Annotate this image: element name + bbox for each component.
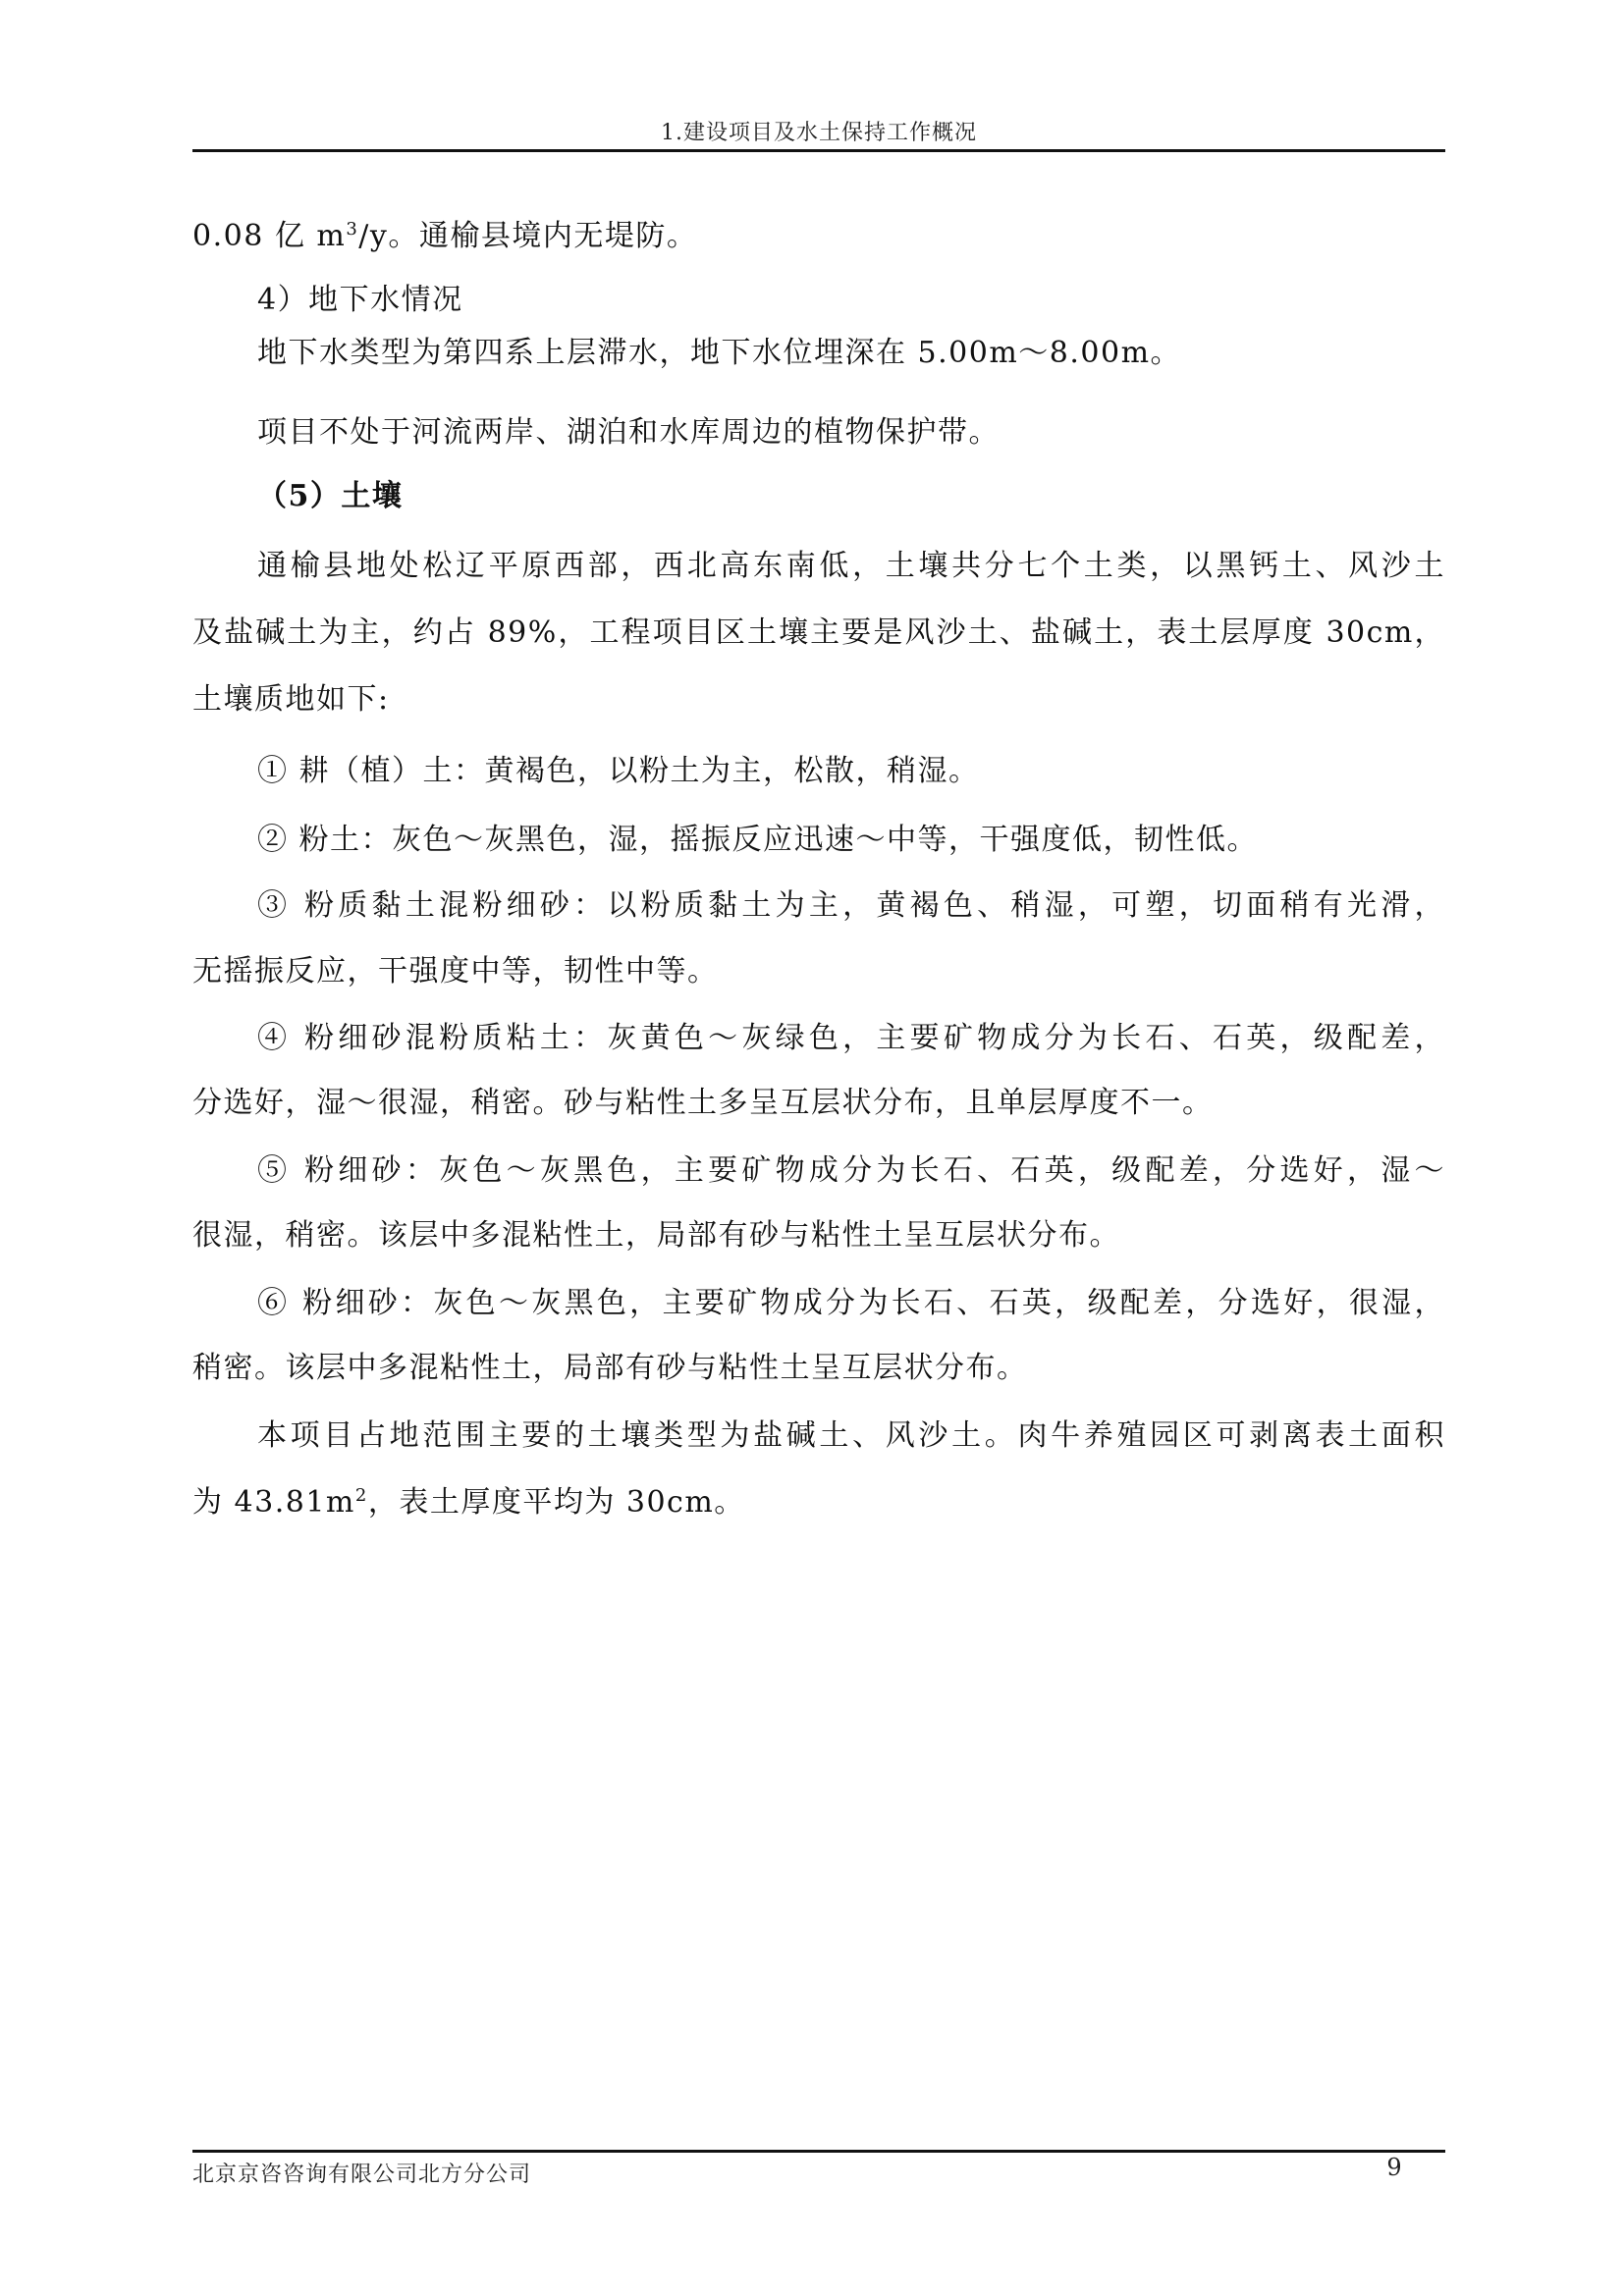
summary-line-2-pre: 为 43.81m — [192, 1485, 355, 1520]
footer-rule — [192, 2150, 1445, 2153]
soil-item-6-line: ⑥ 粉细砂：灰色～灰黑色，主要矿物成分为长石、石英，级配差，分选好，很湿， — [257, 1286, 1445, 1320]
flow-line-post: /y。通榆县境内无堤防。 — [358, 219, 698, 253]
footer-company: 北京京咨咨询有限公司北方分公司 — [192, 2163, 532, 2187]
flow-line — [192, 211, 1445, 254]
soil-paragraph-line: 通榆县地处松辽平原西部，西北高东南低，土壤共分七个土类，以黑钙土、风沙土 — [257, 549, 1445, 583]
soil-heading: （5）土壤 — [257, 479, 404, 513]
summary-line-2-post: ，表土厚度平均为 30cm。 — [367, 1485, 745, 1520]
summary-line-2 — [192, 1477, 1445, 1521]
soil-item-3-line: 无摇振反应，干强度中等，韧性中等。 — [192, 954, 719, 988]
header-rule — [192, 149, 1445, 152]
soil-paragraph-line: 及盐碱土为主，约占 89%，工程项目区土壤主要是风沙土、盐碱土，表土层厚度 30cm， — [192, 615, 1445, 650]
summary-line-2-sup: 2 — [354, 1485, 368, 1506]
soil-item-2: ② 粉土：灰色～灰黑色，湿，摇振反应迅速～中等，干强度低，韧性低。 — [257, 823, 1259, 857]
soil-paragraph-line: 土壤质地如下: — [192, 682, 390, 717]
soil-item-4-line: 分选好，湿～很湿，稍密。砂与粘性土多呈互层状分布，且单层厚度不一。 — [192, 1086, 1214, 1120]
page-number: 9 — [1386, 2154, 1402, 2181]
soil-item-3-line: ③ 粉质黏土混粉细砂：以粉质黏土为主，黄褐色、稍湿，可塑，切面稍有光滑， — [257, 888, 1445, 923]
flow-line-pre: 0.08 亿 m — [192, 219, 347, 253]
protection-text: 项目不处于河流两岸、湖泊和水库周边的植物保护带。 — [257, 415, 1000, 450]
soil-item-6-line: 稍密。该层中多混粘性土，局部有砂与粘性土呈互层状分布。 — [192, 1351, 1028, 1385]
groundwater-text: 地下水类型为第四系上层滞水，地下水位埋深在 5.00m～8.00m。 — [257, 336, 1182, 370]
soil-item-1: ① 耕（植）土：黄褐色，以粉土为主，松散，稍湿。 — [257, 754, 980, 788]
soil-item-4-line: ④ 粉细砂混粉质粘土：灰黄色～灰绿色，主要矿物成分为长石、石英，级配差， — [257, 1021, 1445, 1055]
flow-line-sup: 3 — [346, 219, 359, 240]
soil-item-5-line: ⑤ 粉细砂：灰色～灰黑色，主要矿物成分为长石、石英，级配差，分选好，湿～ — [257, 1153, 1445, 1188]
soil-item-5-line: 很湿，稍密。该层中多混粘性土，局部有砂与粘性土呈互层状分布。 — [192, 1218, 1120, 1253]
summary-line: 本项目占地范围主要的土壤类型为盐碱土、风沙土。肉牛养殖园区可剥离表土面积 — [257, 1418, 1445, 1453]
groundwater-heading: 4）地下水情况 — [257, 283, 463, 317]
running-header: 1.建设项目及水土保持工作概况 — [661, 121, 977, 145]
